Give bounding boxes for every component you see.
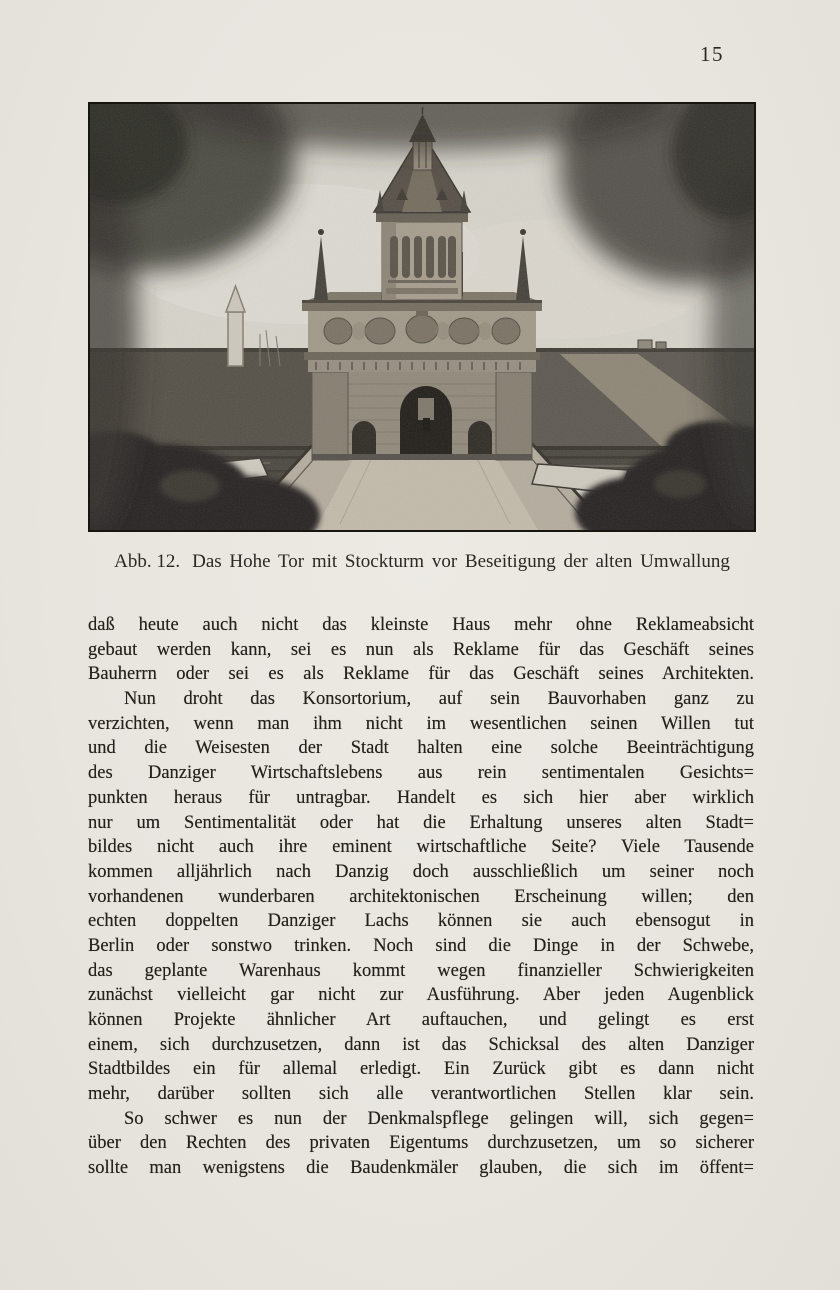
text-line: vorhandenen wunderbaren architektonischen Erscheinung willen; den (88, 886, 754, 907)
paragraph (88, 1107, 754, 1181)
text-line: nur um Sentimentalität oder hat die Erhaltung unseres alten Stadt= (88, 812, 754, 833)
text-line: mehr, darüber sollten sich alle verantwortlichen Stellen klar sein. (88, 1084, 754, 1105)
text-line: und die Weisesten der Stadt halten eine solche Beeinträchtigung (88, 738, 754, 759)
text-line: über den Rechten des privaten Eigentums durchzusetzen, um so sicherer (88, 1133, 754, 1154)
body-text (88, 613, 754, 1181)
text-line: Bauherrn oder sei es als Reklame für das Geschäft seines Architekten. (88, 664, 754, 685)
text-line: echten doppelten Danziger Lachs können sie auch ebensogut in (88, 911, 754, 932)
text-line: So schwer es nun der Denkmalspflege gelingen will, sich gegen= (124, 1108, 754, 1129)
text-line: das geplante Warenhaus kommt wegen finanzieller Schwierigkeiten (88, 960, 754, 981)
figure-caption (88, 551, 756, 573)
text-line: daß heute auch nicht das kleinste Haus mehr ohne Reklameabsicht (88, 615, 754, 635)
text-line: einem, sich durchzusetzen, dann ist das Schicksal des alten Danziger (88, 1034, 754, 1055)
paragraph (88, 687, 754, 1107)
text-line: kommen alljährlich nach Danzig doch ausschließlich um seiner noch (88, 861, 754, 882)
text-line: sollte man wenigstens die Baudenkmäler glauben, die sich im öffent= (88, 1158, 754, 1179)
figure-caption-label: Abb. 12. (114, 551, 181, 572)
text-line: verzichten, wenn man ihm nicht im wesentlichen seinen Willen tut (88, 713, 754, 734)
hohe-tor-illustration (90, 104, 754, 530)
text-line: Berlin oder sonstwo trinken. Noch sind die Dinge in der Schwebe, (88, 935, 754, 956)
text-line: gebaut werden kann, sei es nun als Reklame für das Geschäft seines (88, 639, 754, 660)
text-line: Nun droht das Konsortorium, auf sein Bauvorhaben ganz zu (124, 689, 754, 710)
text-line: des Danziger Wirtschaftslebens aus rein sentimentalen Gesichts= (88, 763, 754, 784)
text-line: Stadtbildes ein für allemal erledigt. Ein Zurück gibt es dann nicht (88, 1059, 754, 1080)
paragraph (88, 613, 754, 687)
text-line: zunächst vielleicht gar nicht zur Ausführung. Aber jeden Augenblick (88, 985, 754, 1006)
figure-plate (88, 102, 756, 532)
page-number: 15 (700, 42, 724, 66)
text-line: können Projekte ähnlicher Art auftauchen, und gelingt es erst (88, 1010, 754, 1030)
text-line: bildes nicht auch ihre eminent wirtschaftliche Seite? Viele Tausende (88, 837, 754, 858)
text-line: punkten heraus für untragbar. Handelt es sich hier aber wirklich (88, 787, 754, 808)
figure-caption-text: Das Hohe Tor mit Stockturm vor Beseitigung der alten Umwallung (192, 551, 730, 572)
